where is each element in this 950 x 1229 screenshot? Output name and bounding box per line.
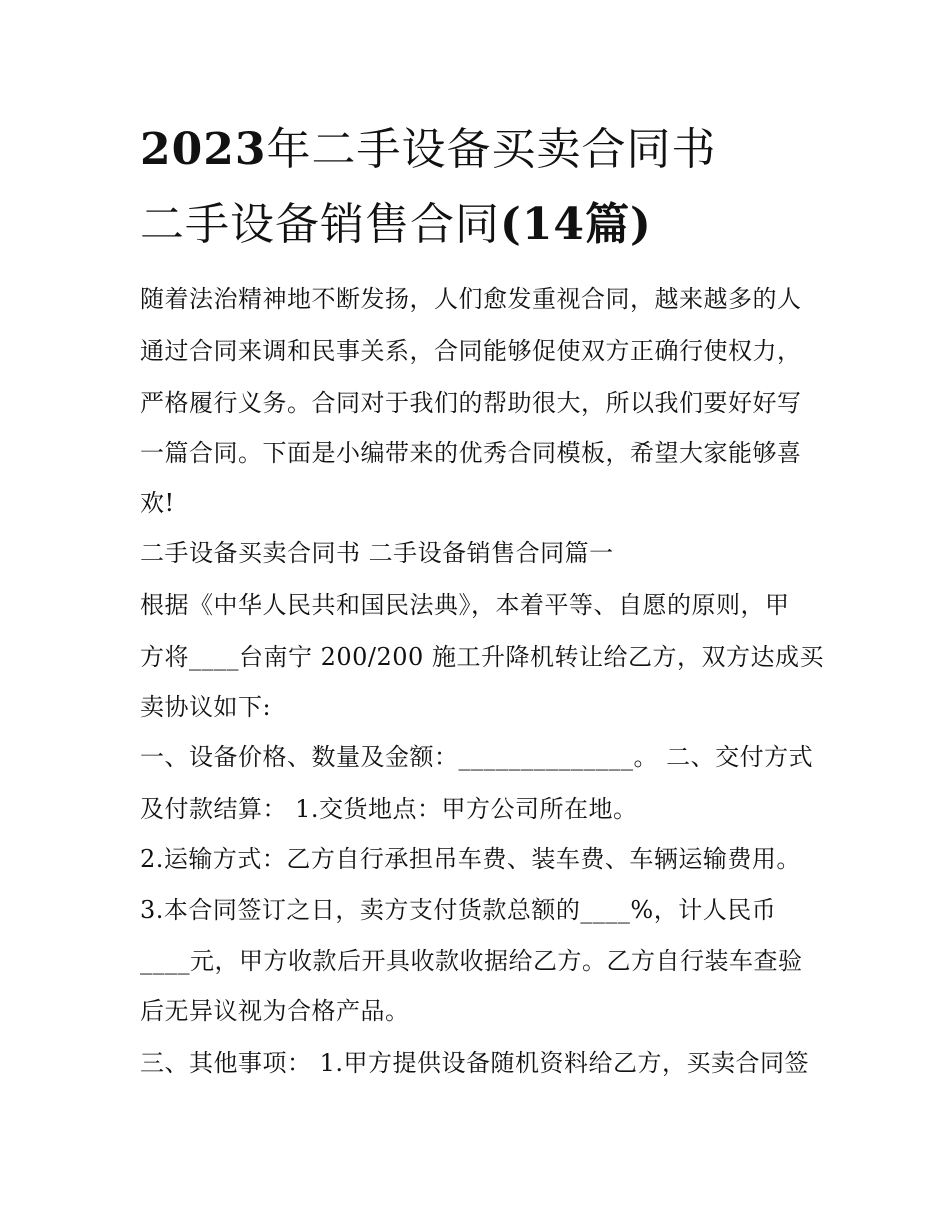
title-line-1-text: 年二手设备买卖合同书 [266, 124, 717, 175]
body-line: 及付款结算： 1.交货地点：甲方公司所在地。 [140, 795, 638, 823]
section-heading: 二手设备买卖合同书 二手设备销售合同篇一 [140, 539, 614, 567]
title-year: 2023 [140, 124, 267, 175]
title-line-2-text: 二手设备销售合同 [140, 199, 500, 250]
body-line: 一、设备价格、数量及金额：______________。 二、交付方式 [140, 743, 814, 771]
body-line: 卖协议如下: [140, 693, 272, 721]
body-line: 三、其他事项： 1.甲方提供设备随机资料给乙方，买卖合同签 [140, 1049, 810, 1077]
body-line: 随着法治精神地不断发扬，人们愈发重视合同，越来越多的人 [140, 285, 802, 313]
body-line: 2.运输方式：乙方自行承担吊车费、装车费、车辆运输费用。 [140, 845, 801, 873]
title-count: (14 [500, 199, 586, 250]
body-line: 通过合同来调和民事关系，合同能够促使双方正确行使权力， [140, 337, 802, 365]
body-line: 方将____台南宁 200/200 施工升降机转让给乙方，双方达成买 [140, 643, 824, 671]
document-title-line-1 [140, 124, 820, 175]
body-line: 根据《中华人民共和国民法典》，本着平等、自愿的原则，甲 [140, 591, 790, 619]
body-line: ____元，甲方收款后开具收款收据给乙方。乙方自行装车查验 [140, 947, 803, 975]
body-line: 严格履行义务。合同对于我们的帮助很大，所以我们要好好写 [140, 389, 802, 417]
title-count-suffix: 篇) [585, 199, 652, 250]
document-title-line-2 [140, 199, 820, 250]
body-line: 欢! [140, 489, 175, 517]
body-line: 3.本合同签订之日，卖方支付货款总额的____%，计人民币 [140, 896, 777, 924]
body-line: 一篇合同。下面是小编带来的优秀合同模板，希望大家能够喜 [140, 439, 802, 467]
body-line: 后无异议视为合格产品。 [140, 997, 410, 1025]
